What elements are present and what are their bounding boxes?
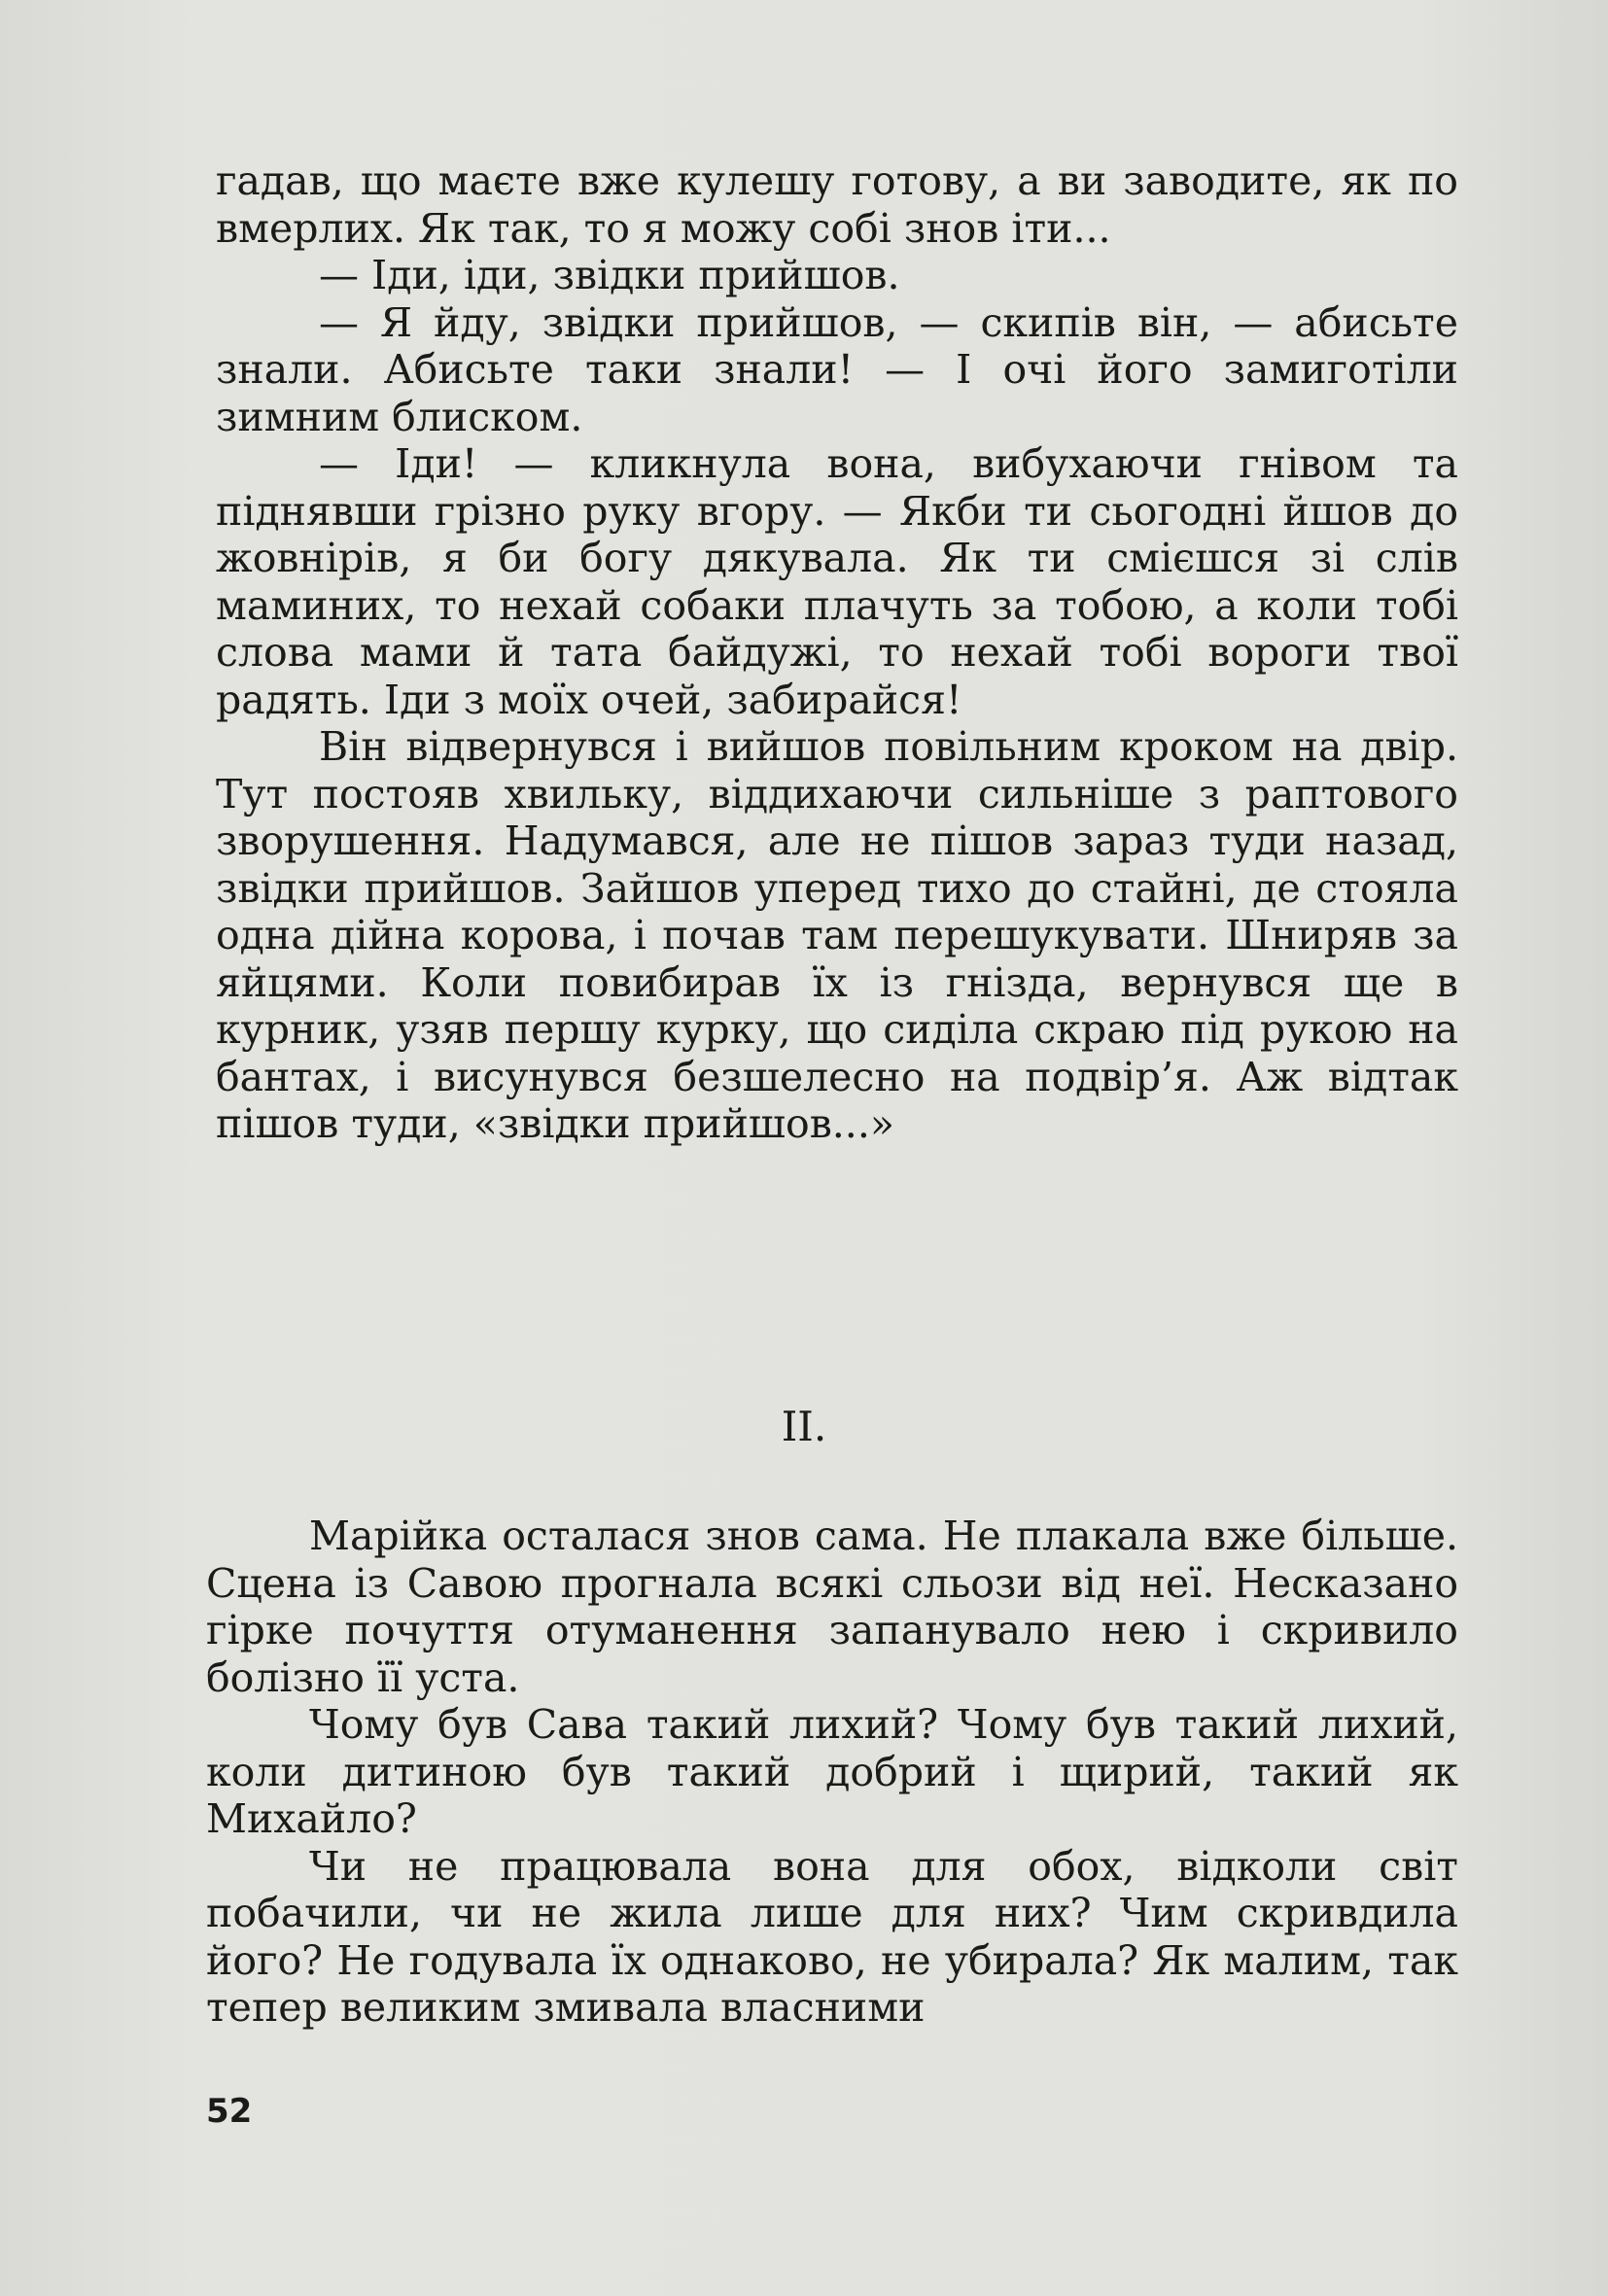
text-block-top: [216, 157, 1458, 1148]
paragraph: гадав, що маєте вже кулешу готову, а ви заводите, як по вмерлих. Як так, то я можу собі знов іти...: [216, 157, 1458, 252]
paragraph: — Іди, іди, звідки прийшов.: [319, 252, 900, 298]
paragraph: Він відвернувся і вийшов повільним кроком на двір. Тут постояв хвильку, віддихаючи сильніше з раптового зворушення. Надумався, але не пішов зараз туди назад, звідки прийшов. Зайшов уперед тихо до стайні, де стояла одна дійна корова, і почав там перешукувати. Шниряв за яйцями. Коли повибирав їх із гнізда, вернувся ще в курник, узяв першу курку, що сиділа скраю під рукою на бантах, і висунувся безшелесно на подвір’я. Аж відтак пішов туди, «звідки прийшов...»: [216, 723, 1458, 1147]
paragraph: Марійка осталася знов сама. Не плакала вже більше. Сцена із Савою прогнала всякі сльози від неї. Несказано гірке почуття отуманення запанувало нею і скривило болізно її уста.: [206, 1513, 1458, 1701]
paragraph: Чому був Сава такий лихий? Чому був такий лихий, коли дитиною був такий добрий і щирий, такий як Михайло?: [206, 1701, 1458, 1842]
page-number: 52: [206, 2092, 253, 2131]
section-number: II.: [781, 1403, 827, 1450]
paragraph: — Я йду, звідки прийшов, — скипів він, — абисьте знали. Абисьте таки знали! — І очі його замиготіли зимним блиском.: [216, 298, 1458, 440]
paragraph: — Іди! — кликнула вона, вибухаючи гнівом та піднявши грізно руку вгору. — Якби ти сьогодні йшов до жовнірів, я би богу дякувала. Як ти смієшся зі слів маминих, то нехай собаки плачуть за тобою, а коли тобі слова мами й тата байдужі, то нехай тобі вороги твої радять. Іди з моїх очей, забирайся!: [216, 440, 1458, 723]
text-block-bottom: [206, 1513, 1458, 2032]
paragraph: Чи не працювала вона для обох, відколи світ побачили, чи не жила лише для них? Чим скривдила його? Не годувала їх однаково, не убирала? Як малим, так тепер великим змивала власними: [206, 1842, 1458, 2031]
